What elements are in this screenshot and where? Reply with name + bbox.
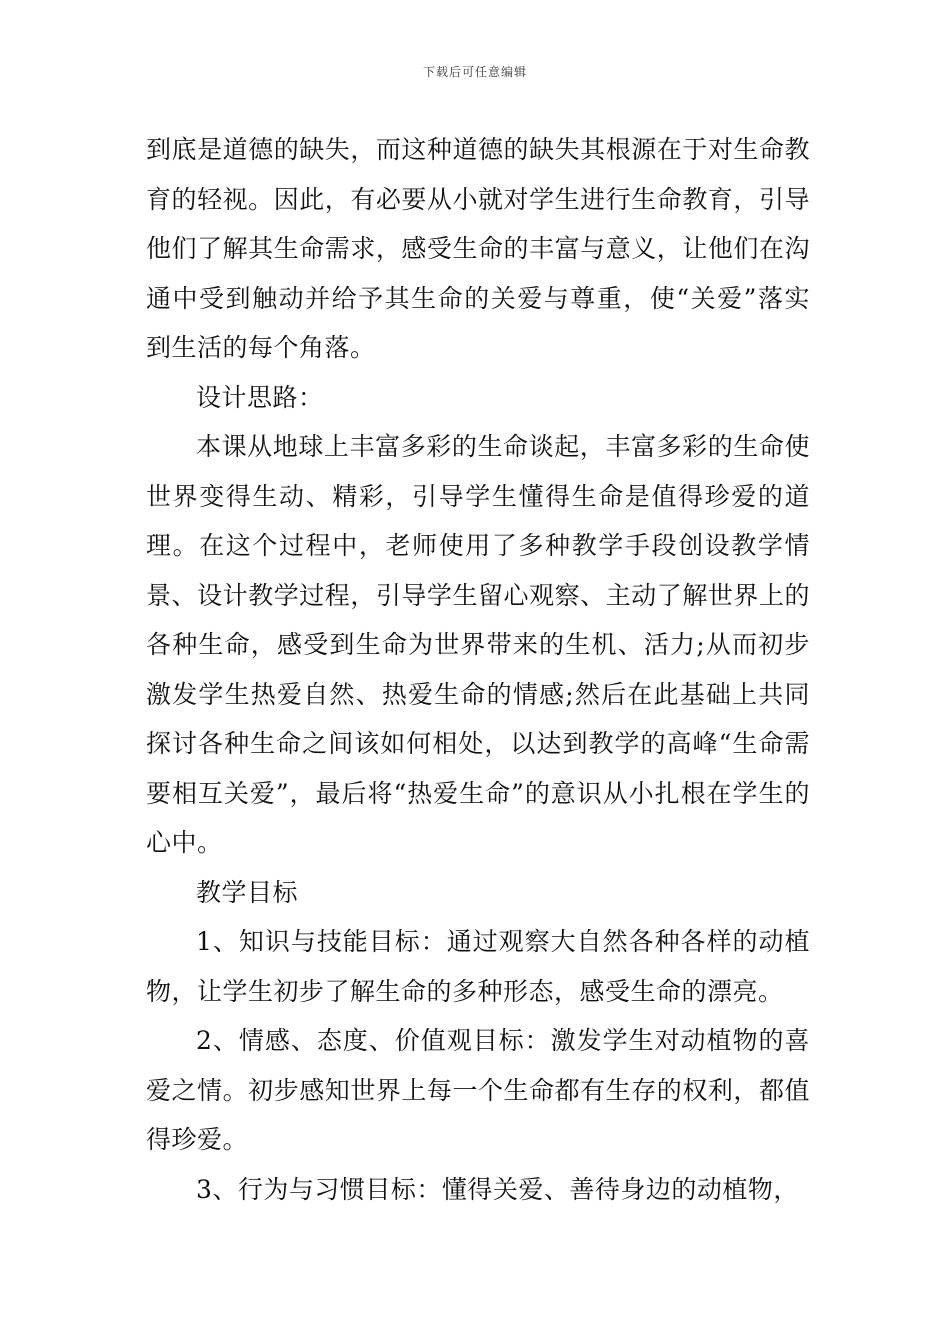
heading-design-idea: 设计思路： (196, 382, 324, 412)
document-body (146, 125, 810, 1214)
goal-knowledge-skills: 1、知识与技能目标：通过观察大自然各种各样的动植物，让学生初步了解生命的多种形态，感受生命的漂亮。 (146, 927, 810, 1006)
goal-emotion-values: 2、情感、态度、价值观目标：激发学生对动植物的喜爱之情。初步感知世界上每一个生命都有生存的权利，都值得珍爱。 (146, 1026, 810, 1154)
paragraph-design-idea: 本课从地球上丰富多彩的生命谈起，丰富多彩的生命使世界变得生动、精彩，引导学生懂得生命是值得珍爱的道理。在这个过程中，老师使用了多种教学手段创设教学情景、设计教学过程，引导学生留心观察、主动了解世界上的各种生命，感受到生命为世界带来的生机、活力;从而初步激发学生热爱自然、热爱生命的情感;然后在此基础上共同探讨各种生命之间该如何相处，以达到教学的高峰“生命需要相互关爱”，最后将“热爱生命”的意识从小扎根在学生的心中。 (146, 432, 810, 857)
paragraph-continuation: 到底是道德的缺失，而这种道德的缺失其根源在于对生命教育的轻视。因此，有必要从小就对学生进行生命教育，引导他们了解其生命需求，感受生命的丰富与意义，让他们在沟通中受到触动并给予其生命的关爱与尊重，使“关爱”落实到生活的每个角落。 (146, 135, 810, 362)
page-header: 下载后可任意编辑 (422, 65, 527, 79)
heading-teaching-goals: 教学目标 (196, 877, 299, 907)
goal-behavior-habits: 3、行为与习惯目标：懂得关爱、善待身边的动植物， (196, 1174, 799, 1204)
